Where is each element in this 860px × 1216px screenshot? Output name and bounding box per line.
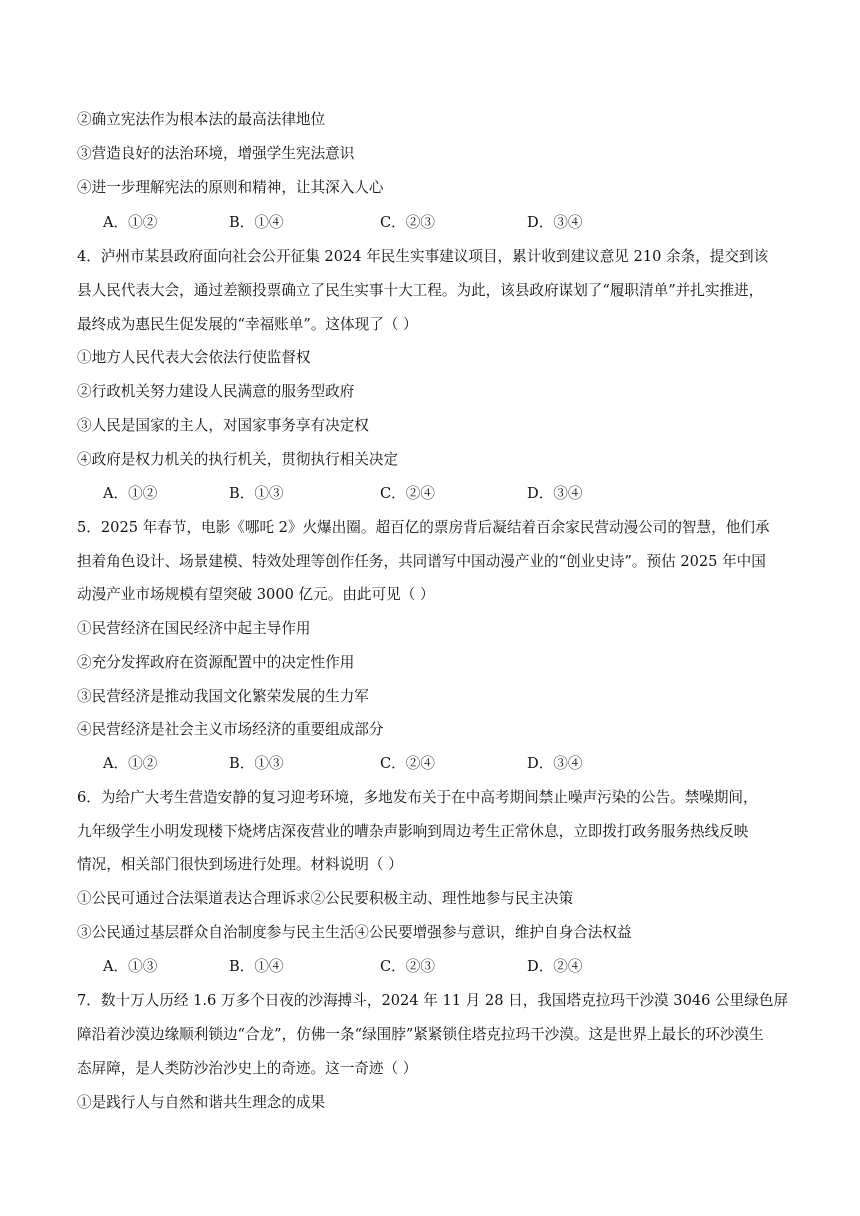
- q4-option-a: A．①②: [103, 485, 158, 502]
- q7-stem-line-2: 障沿着沙漠边缘顺利锁边“合龙”，仿佛一条“绿围脖”紧紧锁住塔克拉玛干沙漠。这是世界上最长的环沙漠生: [77, 1026, 764, 1043]
- q5-option-c: C．②④: [380, 755, 435, 772]
- q5-statement-3: ③民营经济是推动我国文化繁荣发展的生力军: [77, 688, 369, 705]
- q3-statement-3: ③营造良好的法治环境，增强学生宪法意识: [77, 145, 355, 162]
- q5-statement-4: ④民营经济是社会主义市场经济的重要组成部分: [77, 721, 384, 738]
- q3-statement-4: ④进一步理解宪法的原则和精神，让其深入人心: [77, 179, 384, 196]
- q5-stem-line-2: 担着角色设计、场景建模、特效处理等创作任务，共同谱写中国动漫产业的“创业史诗”。预估 2025 年中国: [77, 553, 766, 570]
- q5-option-b: B．①③: [229, 755, 284, 772]
- q4-statement-3: ③人民是国家的主人，对国家事务享有决定权: [77, 417, 369, 434]
- q6-statements-3-4: ③公民通过基层群众自治制度参与民主生活④公民要增强参与意识，维护自身合法权益: [77, 924, 632, 941]
- q7-statement-1: ①是践行人与自然和谐共生理念的成果: [77, 1094, 326, 1111]
- q3-option-d: D．③④: [527, 214, 583, 231]
- q4-stem-line-2: 县人民代表大会，通过差额投票确立了民生实事十大工程。为此，该县政府谋划了“履职清单”并扎实推进，: [77, 282, 764, 299]
- q7-stem-line-3: 态屏障，是人类防沙治沙史上的奇迹。这一奇迹（ ）: [77, 1060, 418, 1077]
- q4-stem-line-3: 最终成为惠民生促发展的“幸福账单”。这体现了（ ）: [77, 316, 418, 333]
- q3-option-a: A．①②: [103, 214, 158, 231]
- q7-stem-line-1: 7．数十万人历经 1.6 万多个日夜的沙海搏斗，2024 年 11 月 28 日，我国塔克拉玛干沙漠 3046 公里绿色屏: [77, 992, 789, 1009]
- q3-option-b: B．①④: [229, 214, 284, 231]
- q5-statement-2: ②充分发挥政府在资源配置中的决定性作用: [77, 654, 355, 671]
- q6-stem-line-1: 6．为给广大考生营造安静的复习迎考环境，多地发布关于在中高考期间禁止噪声污染的公告。禁噪期间，: [77, 789, 758, 806]
- q6-option-d: D．②④: [527, 958, 583, 975]
- q4-option-b: B．①③: [229, 485, 284, 502]
- q4-statement-4: ④政府是权力机关的执行机关，贯彻执行相关决定: [77, 451, 399, 468]
- q4-option-d: D．③④: [527, 485, 583, 502]
- q5-option-a: A．①②: [103, 755, 158, 772]
- q3-option-c: C．②③: [380, 214, 435, 231]
- q6-stem-line-3: 情况，相关部门很快到场进行处理。材料说明（ ）: [77, 856, 403, 873]
- q4-statement-2: ②行政机关努力建设人民满意的服务型政府: [77, 383, 355, 400]
- q6-stem-line-2: 九年级学生小明发现楼下烧烤店深夜营业的嘈杂声影响到周边考生正常休息，立即拨打政务服务热线反映: [77, 823, 749, 840]
- q5-option-d: D．③④: [527, 755, 583, 772]
- q6-statements-1-2: ①公民可通过合法渠道表达合理诉求②公民要积极主动、理性地参与民主决策: [77, 890, 574, 907]
- q4-stem-line-1: 4．泸州市某县政府面向社会公开征集 2024 年民生实事建议项目，累计收到建议意见 210 余条，提交到该: [77, 248, 769, 265]
- q6-option-c: C．②③: [380, 958, 435, 975]
- q4-statement-1: ①地方人民代表大会依法行使监督权: [77, 349, 311, 366]
- q5-statement-1: ①民营经济在国民经济中起主导作用: [77, 620, 311, 637]
- q5-stem-line-1: 5．2025 年春节，电影《哪吒 2》火爆出圈。超百亿的票房背后凝结着百余家民营动漫公司的智慧，他们承: [77, 519, 770, 536]
- q6-option-a: A．①③: [103, 958, 158, 975]
- q4-option-c: C．②④: [380, 485, 435, 502]
- q5-stem-line-3: 动漫产业市场规模有望突破 3000 亿元。由此可见（ ）: [77, 586, 435, 603]
- q6-option-b: B．①④: [229, 958, 284, 975]
- q3-statement-2: ②确立宪法作为根本法的最高法律地位: [77, 111, 326, 128]
